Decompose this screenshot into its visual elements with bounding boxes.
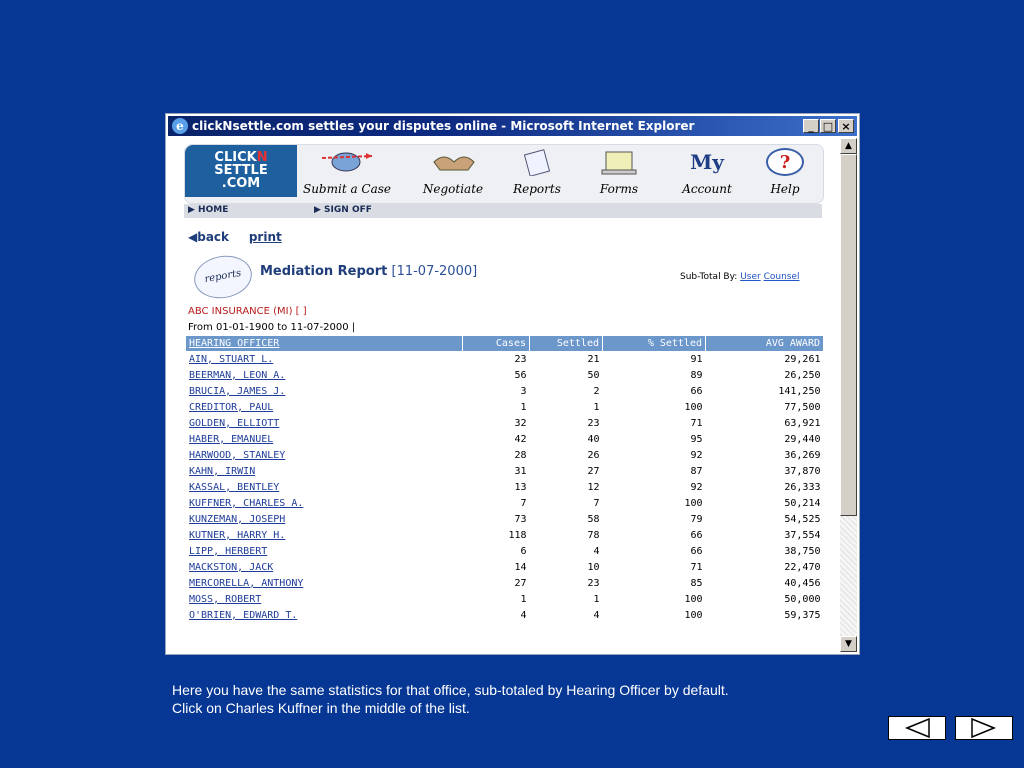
officer-name-link[interactable]: BRUCIA, JAMES J. bbox=[189, 385, 286, 397]
avg-award-cell: 63,921 bbox=[784, 417, 821, 429]
avg-award-cell: 40,456 bbox=[784, 577, 821, 589]
officer-name-link[interactable]: KUNZEMAN, JOSEPH bbox=[189, 513, 286, 525]
cases-cell: 4 bbox=[520, 609, 527, 621]
sign-off-link[interactable]: ▶ SIGN OFF bbox=[314, 205, 372, 215]
pct-settled-cell: 87 bbox=[690, 465, 703, 477]
cases-cell: 32 bbox=[514, 417, 527, 429]
table-row bbox=[186, 495, 824, 511]
cases-cell: 23 bbox=[514, 353, 527, 365]
avg-award-cell: 36,269 bbox=[784, 449, 821, 461]
cases-cell: 118 bbox=[508, 529, 527, 541]
date-range: From 01-01-1900 to 11-07-2000 | bbox=[188, 322, 356, 333]
nav-negotiate[interactable]: Negotiate bbox=[408, 148, 498, 198]
avg-award-cell: 26,250 bbox=[784, 369, 821, 381]
officer-name-link[interactable]: O'BRIEN, EDWARD T. bbox=[189, 609, 298, 621]
nav-help[interactable]: ? Help bbox=[740, 148, 830, 198]
table-row bbox=[186, 367, 824, 383]
home-link[interactable]: ▶ HOME bbox=[188, 205, 229, 215]
browser-window bbox=[165, 113, 860, 655]
settled-cell: 27 bbox=[587, 465, 600, 477]
officer-name-link[interactable]: MACKSTON, JACK bbox=[189, 561, 274, 573]
table-row bbox=[186, 415, 824, 431]
header-pct-settled: % Settled bbox=[603, 336, 706, 351]
table-body bbox=[186, 351, 824, 623]
pct-settled-cell: 85 bbox=[690, 577, 703, 589]
subtotal-selector: Sub-Total By: User Counsel bbox=[680, 272, 800, 282]
table-row bbox=[186, 431, 824, 447]
pct-settled-cell: 71 bbox=[690, 561, 703, 573]
report-title: Mediation Report [11-07-2000] bbox=[260, 264, 478, 279]
internet-explorer-icon: e bbox=[172, 118, 188, 134]
avg-award-cell: 59,375 bbox=[784, 609, 821, 621]
settled-cell: 50 bbox=[587, 369, 600, 381]
next-slide-button[interactable] bbox=[955, 716, 1013, 740]
avg-award-cell: 38,750 bbox=[784, 545, 821, 557]
officer-name-link[interactable]: HARWOOD, STANLEY bbox=[189, 449, 286, 461]
clipboard-icon bbox=[492, 148, 582, 176]
cases-cell: 14 bbox=[514, 561, 527, 573]
settled-cell: 23 bbox=[587, 577, 600, 589]
table-row bbox=[186, 351, 824, 367]
company-name: ABC INSURANCE (MI) [ ] bbox=[188, 306, 307, 317]
table-row bbox=[186, 447, 824, 463]
print-link[interactable]: print bbox=[248, 230, 282, 244]
pct-settled-cell: 66 bbox=[690, 385, 703, 397]
hearing-officer-table bbox=[186, 336, 824, 623]
cases-cell: 6 bbox=[520, 545, 527, 557]
settled-cell: 1 bbox=[593, 401, 600, 413]
nav-reports[interactable]: Reports bbox=[492, 148, 582, 198]
avg-award-cell: 141,250 bbox=[778, 385, 821, 397]
avg-award-cell: 26,333 bbox=[784, 481, 821, 493]
settled-cell: 26 bbox=[587, 449, 600, 461]
officer-name-link[interactable]: KASSAL, BENTLEY bbox=[189, 481, 280, 493]
avg-award-cell: 50,214 bbox=[784, 497, 821, 509]
pct-settled-cell: 100 bbox=[684, 401, 703, 413]
laptop-icon bbox=[574, 148, 664, 176]
officer-name-link[interactable]: MERCORELLA, ANTHONY bbox=[189, 577, 304, 589]
clicknsettle-logo[interactable]: CLICKN SETTLE .COM bbox=[185, 145, 297, 197]
avg-award-cell: 22,470 bbox=[784, 561, 821, 573]
settled-cell: 12 bbox=[587, 481, 600, 493]
subtotal-user-link[interactable]: User bbox=[740, 272, 761, 282]
nav-account[interactable]: My Account bbox=[662, 148, 752, 198]
vertical-scrollbar[interactable] bbox=[840, 138, 857, 652]
avg-award-cell: 77,500 bbox=[784, 401, 821, 413]
avg-award-cell: 50,000 bbox=[784, 593, 821, 605]
close-button[interactable]: × bbox=[838, 119, 854, 133]
avg-award-cell: 37,554 bbox=[784, 529, 821, 541]
cases-cell: 1 bbox=[520, 401, 527, 413]
cases-cell: 7 bbox=[520, 497, 527, 509]
pct-settled-cell: 66 bbox=[690, 529, 703, 541]
settled-cell: 7 bbox=[593, 497, 600, 509]
nav-submit-case[interactable]: Submit a Case bbox=[302, 148, 392, 198]
pct-settled-cell: 100 bbox=[684, 593, 703, 605]
scroll-down-button[interactable]: ▼ bbox=[840, 636, 857, 652]
back-link[interactable]: ◀back bbox=[188, 230, 230, 244]
scroll-thumb[interactable] bbox=[840, 154, 857, 516]
pct-settled-cell: 71 bbox=[690, 417, 703, 429]
table-row bbox=[186, 463, 824, 479]
header-hearing-officer[interactable]: HEARING OFFICER bbox=[186, 336, 463, 351]
pct-settled-cell: 92 bbox=[690, 449, 703, 461]
settled-cell: 58 bbox=[587, 513, 600, 525]
cases-cell: 27 bbox=[514, 577, 527, 589]
avg-award-cell: 37,870 bbox=[784, 465, 821, 477]
officer-name-link[interactable]: GOLDEN, ELLIOTT bbox=[189, 417, 280, 429]
settled-cell: 1 bbox=[593, 593, 600, 605]
handshake-icon bbox=[408, 148, 498, 176]
avg-award-cell: 29,440 bbox=[784, 433, 821, 445]
settled-cell: 21 bbox=[587, 353, 600, 365]
right-arrow-icon bbox=[956, 717, 1012, 739]
cases-cell: 73 bbox=[514, 513, 527, 525]
settled-cell: 40 bbox=[587, 433, 600, 445]
cases-cell: 56 bbox=[514, 369, 527, 381]
officer-name-link[interactable]: HABER, EMANUEL bbox=[189, 433, 274, 445]
cases-cell: 28 bbox=[514, 449, 527, 461]
officer-name-link[interactable]: LIPP, HERBERT bbox=[189, 545, 268, 557]
pct-settled-cell: 100 bbox=[684, 497, 703, 509]
subtotal-counsel-link[interactable]: Counsel bbox=[763, 272, 800, 282]
settled-cell: 78 bbox=[587, 529, 600, 541]
nav-forms[interactable]: Forms bbox=[574, 148, 664, 198]
officer-name-link[interactable]: MOSS, ROBERT bbox=[189, 593, 262, 605]
table-row bbox=[186, 383, 824, 399]
sub-navigation bbox=[184, 204, 822, 218]
officer-name-link[interactable]: KUTNER, HARRY H. bbox=[189, 529, 286, 541]
previous-slide-button[interactable] bbox=[888, 716, 946, 740]
report-date: [11-07-2000] bbox=[391, 264, 478, 279]
question-icon: ? bbox=[740, 148, 830, 176]
settled-cell: 23 bbox=[587, 417, 600, 429]
page-actions bbox=[188, 230, 282, 244]
table-header-row bbox=[186, 336, 824, 351]
minimize-button[interactable]: _ bbox=[803, 119, 819, 133]
table-row bbox=[186, 511, 824, 527]
reports-badge-icon: reports bbox=[191, 251, 255, 302]
table-row bbox=[186, 575, 824, 591]
officer-name-link[interactable]: KAHN, IRWIN bbox=[189, 465, 256, 477]
cases-cell: 1 bbox=[520, 593, 527, 605]
officer-name-link[interactable]: CREDITOR, PAUL bbox=[189, 401, 274, 413]
pct-settled-cell: 91 bbox=[690, 353, 703, 365]
avg-award-cell: 29,261 bbox=[784, 353, 821, 365]
header-settled: Settled bbox=[530, 336, 603, 351]
title-bar bbox=[168, 116, 857, 136]
cases-cell: 3 bbox=[520, 385, 527, 397]
table-row bbox=[186, 559, 824, 575]
slide-caption: Here you have the same statistics for that office, sub-totaled by Hearing Officer by default. Click on Charles Kuffner in the middle of the list. bbox=[172, 682, 729, 716]
maximize-button[interactable]: □ bbox=[820, 119, 836, 133]
table-row bbox=[186, 607, 824, 623]
table-row bbox=[186, 543, 824, 559]
submit-case-icon bbox=[302, 148, 392, 176]
my-icon: My bbox=[690, 150, 724, 174]
cases-cell: 31 bbox=[514, 465, 527, 477]
cases-cell: 13 bbox=[514, 481, 527, 493]
cases-cell: 42 bbox=[514, 433, 527, 445]
left-arrow-icon bbox=[889, 717, 945, 739]
header-avg-award: AVG AWARD bbox=[706, 336, 824, 351]
scroll-up-button[interactable]: ▲ bbox=[840, 138, 857, 154]
page-content bbox=[168, 138, 838, 652]
table-row bbox=[186, 591, 824, 607]
pct-settled-cell: 100 bbox=[684, 609, 703, 621]
officer-name-link[interactable]: KUFFNER, CHARLES A. bbox=[189, 497, 304, 509]
settled-cell: 4 bbox=[593, 609, 600, 621]
header-cases: Cases bbox=[463, 336, 530, 351]
window-title: clickNsettle.com settles your disputes online - Microsoft Internet Explorer bbox=[192, 119, 695, 133]
officer-name-link[interactable]: BEERMAN, LEON A. bbox=[189, 369, 286, 381]
avg-award-cell: 54,525 bbox=[784, 513, 821, 525]
pct-settled-cell: 89 bbox=[690, 369, 703, 381]
pct-settled-cell: 66 bbox=[690, 545, 703, 557]
settled-cell: 10 bbox=[587, 561, 600, 573]
settled-cell: 4 bbox=[593, 545, 600, 557]
pct-settled-cell: 92 bbox=[690, 481, 703, 493]
settled-cell: 2 bbox=[593, 385, 600, 397]
table-row bbox=[186, 399, 824, 415]
pct-settled-cell: 95 bbox=[690, 433, 703, 445]
table-row bbox=[186, 527, 824, 543]
pct-settled-cell: 79 bbox=[690, 513, 703, 525]
officer-name-link[interactable]: AIN, STUART L. bbox=[189, 353, 274, 365]
table-row bbox=[186, 479, 824, 495]
